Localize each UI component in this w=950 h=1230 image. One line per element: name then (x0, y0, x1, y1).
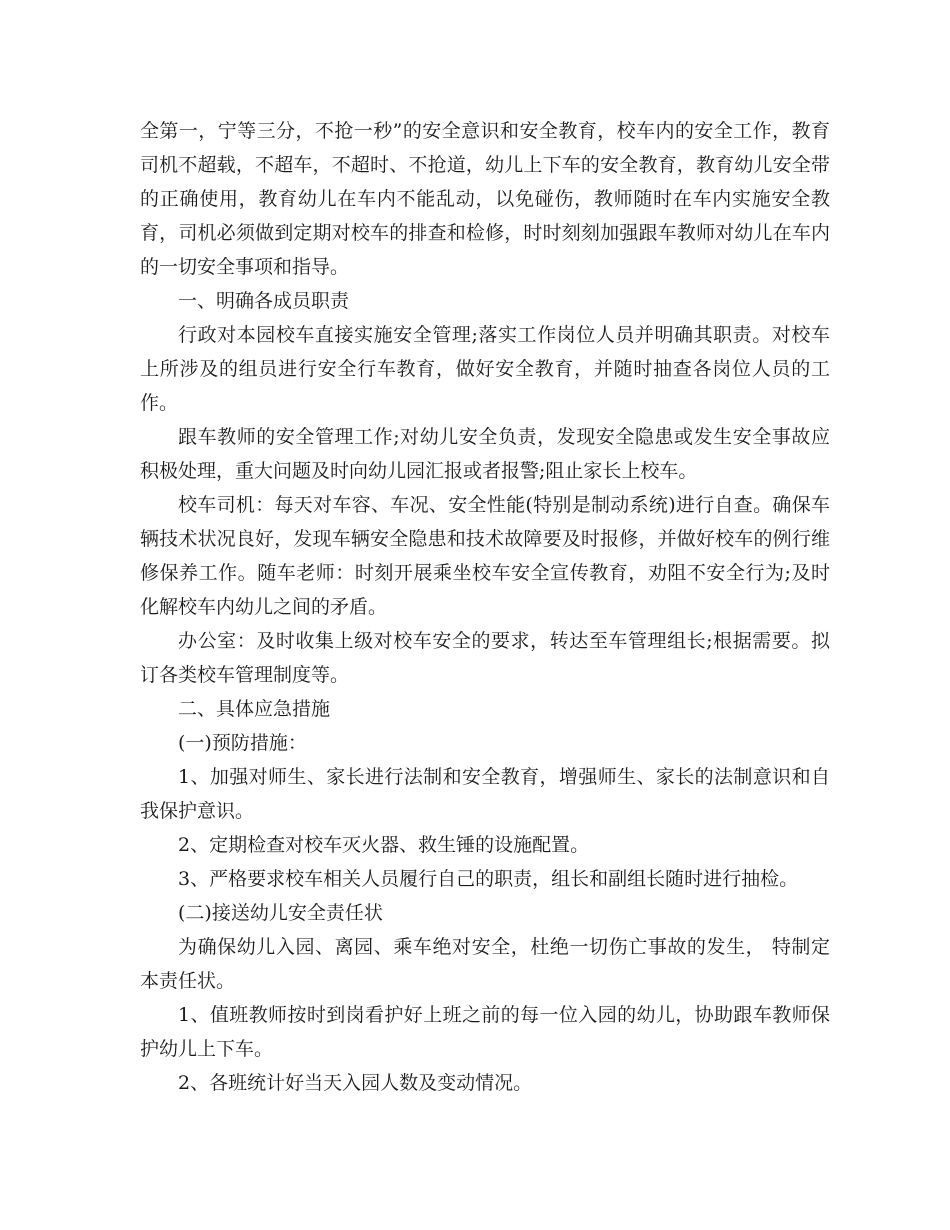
section-heading-emergency-measures: 二、具体应急措施 (178, 698, 331, 720)
paragraph-bus-driver: 校车司机：每天对车容、车况、安全性能(特别是制动系统)进行自查。确保车辆技术状况良好，发现车辆安全隐患和技术故障要及时报修，并做好校车的例行维修保养工作。随车老师：时刻开展乘坐校车安全宣传教育，劝阻不安全行为;及时化解校车内幼儿之间的矛盾。 (140, 494, 830, 618)
list-item-prevention-2: 2、定期检查对校车灭火器、救生锤的设施配置。 (178, 834, 590, 856)
list-item-prevention-3: 3、严格要求校车相关人员履行自己的职责，组长和副组长随时进行抽检。 (178, 868, 799, 890)
list-item-prevention-1: 1、加强对师生、家长进行法制和安全教育，增强师生、家长的法制意识和自我保护意识。 (140, 766, 830, 822)
subheading-prevention: (一)预防措施： (178, 732, 307, 754)
subheading-responsibility-pledge: (二)接送幼儿安全责任状 (178, 902, 383, 924)
list-item-pledge-1: 1、值班教师按时到岗看护好上班之前的每一位入园的幼儿，协助跟车教师保护幼儿上下车。 (140, 1004, 830, 1060)
paragraph-escort-teacher: 跟车教师的安全管理工作;对幼儿安全负责，发现安全隐患或发生安全事故应积极处理，重大问题及时向幼儿园汇报或者报警;阻止家长上校车。 (140, 426, 830, 482)
paragraph-pledge-intro: 为确保幼儿入园、离园、乘车绝对安全，杜绝一切伤亡事故的发生， 特制定本责任状。 (140, 936, 830, 992)
paragraph-continuation: 全第一，宁等三分，不抢一秒”的安全意识和安全教育，校车内的安全工作，教育司机不超载，不超车，不超时、不抢道，幼儿上下车的安全教育，教育幼儿安全带的正确使用，教育幼儿在车内不能乱动，以免碰伤，教师随时在车内实施安全教育，司机必须做到定期对校车的排查和检修，时时刻刻加强跟车教师对幼儿在车内的一切安全事项和指导。 (140, 120, 830, 278)
paragraph-administration: 行政对本园校车直接实施安全管理;落实工作岗位人员并明确其职责。对校车上所涉及的组员进行安全行车教育，做好安全教育，并随时抽查各岗位人员的工作。 (140, 324, 830, 414)
list-item-pledge-2: 2、各班统计好当天入园人数及变动情况。 (178, 1072, 533, 1094)
section-heading-responsibilities: 一、明确各成员职责 (178, 290, 350, 312)
document-body (140, 114, 830, 1100)
paragraph-office: 办公室：及时收集上级对校车安全的要求，转达至车管理组长;根据需要。拟订各类校车管理制度等。 (140, 630, 830, 686)
